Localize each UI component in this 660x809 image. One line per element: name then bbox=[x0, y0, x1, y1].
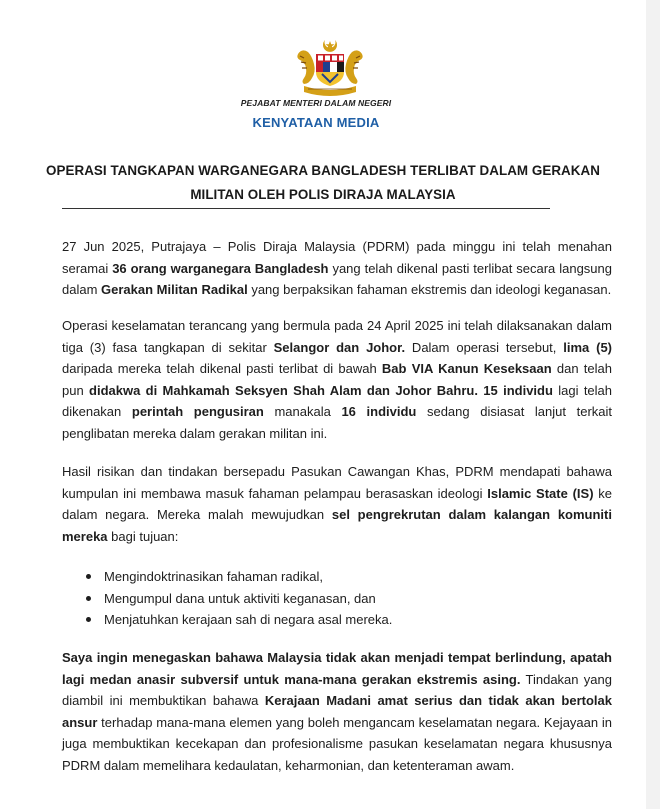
text-run: Tindakan yang diambil ini membuktikan bahawa bbox=[62, 671, 612, 708]
malaysia-coat-of-arms-icon bbox=[292, 38, 368, 96]
headline-line-1: OPERASI TANGKAPAN WARGANEGARA BANGLADESH TERLIBAT DALAM GERAKAN bbox=[46, 163, 600, 178]
objectives-list bbox=[84, 566, 392, 631]
paragraph-1 bbox=[62, 236, 612, 301]
text-run: sedang disiasat lanjut terkait penglibatan mereka dalam gerakan militan ini. bbox=[62, 404, 613, 441]
text-run: yang telah dikenal pasti terlibat secara langsung dalam bbox=[62, 260, 612, 297]
title-divider bbox=[62, 208, 550, 209]
bold-text: lima (5) bbox=[563, 339, 612, 355]
ministry-name: PEJABAT MENTERI DALAM NEGERI bbox=[240, 98, 392, 108]
bold-text: Gerakan Militan Radikal bbox=[101, 282, 248, 297]
text-run: ke dalam negara. Mereka malah mewujudkan bbox=[62, 485, 612, 522]
text-run: manakala bbox=[263, 404, 342, 419]
bold-text: Kerajaan Madani amat serius dan tidak akan bertolak ansur bbox=[62, 693, 613, 730]
bullet-icon bbox=[86, 617, 91, 622]
paragraph-2 bbox=[62, 315, 612, 444]
text-run: bagi tujuan: bbox=[107, 528, 179, 544]
paragraph-4 bbox=[62, 647, 612, 776]
text-run: 27 Jun 2025, Putrajaya – Polis Diraja Malaysia (PDRM) pada minggu ini telah menahan seramai bbox=[62, 239, 612, 276]
paragraph-3 bbox=[62, 461, 612, 547]
bold-text: 16 individu bbox=[341, 404, 417, 419]
text-run: lagi telah dikenakan bbox=[62, 382, 613, 419]
list-item: Mengumpul dana untuk aktiviti keganasan, dan bbox=[84, 588, 392, 610]
bullet-icon bbox=[86, 596, 91, 601]
bold-text: Selangor dan Johor. bbox=[273, 339, 406, 355]
bold-text: perintah pengusiran bbox=[131, 404, 264, 419]
text-run: daripada mereka telah dikenal pasti terlibat di bawah bbox=[62, 361, 382, 376]
bold-text: 15 individu bbox=[483, 382, 553, 398]
bullet-icon bbox=[86, 574, 91, 579]
text-run: Hasil risikan dan tindakan bersepadu Pasukan Cawangan Khas, PDRM mendapati bahawa kumpulan ini membawa masuk fahaman pelampau berasaskan ideologi bbox=[62, 464, 612, 501]
text-run: dan telah pun bbox=[62, 361, 612, 398]
bold-text: didakwa di Mahkamah Seksyen Shah Alam dan Johor Bahru. bbox=[89, 382, 478, 398]
headline-line-2: MILITAN OLEH POLIS DIRAJA MALAYSIA bbox=[190, 187, 456, 202]
bold-text: Saya ingin menegaskan bahawa Malaysia tidak akan menjadi tempat berlindung, apatah lagi medan anasir subversif untuk mana-mana gerakan ekstremis asing. bbox=[62, 650, 612, 687]
page-edge bbox=[646, 0, 660, 809]
text-run: Operasi keselamatan terancang yang bermula pada 24 April 2025 ini telah dilaksanakan dalam tiga (3) fasa tangkapan di sekitar bbox=[62, 318, 612, 355]
text-run: yang berpaksikan fahaman ekstremis dan ideologi keganasan. bbox=[247, 282, 612, 297]
document-type-label: KENYATAAN MEDIA bbox=[252, 115, 380, 130]
bold-text: 36 orang warganegara Bangladesh bbox=[112, 260, 329, 276]
bold-text: Islamic State (IS) bbox=[487, 485, 594, 501]
list-item: Mengindoktrinasikan fahaman radikal, bbox=[84, 566, 392, 588]
text-run: Dalam operasi tersebut, bbox=[405, 339, 564, 355]
bold-text: sel pengrekrutan dalam kalangan komuniti mereka bbox=[62, 507, 612, 544]
text-run: terhadap mana-mana elemen yang boleh mengancam keselamatan negara. Kejayaan in juga membuktikan kecekapan dan profesionalisme pasukan keselamatan negara khususnya PDRM dalam memelihara kedaulatan, keharmonian, dan ketenteraman awam. bbox=[62, 714, 612, 773]
bold-text: Bab VIA Kanun Keseksaan bbox=[381, 361, 552, 376]
list-item: Menjatuhkan kerajaan sah di negara asal mereka. bbox=[84, 609, 392, 631]
